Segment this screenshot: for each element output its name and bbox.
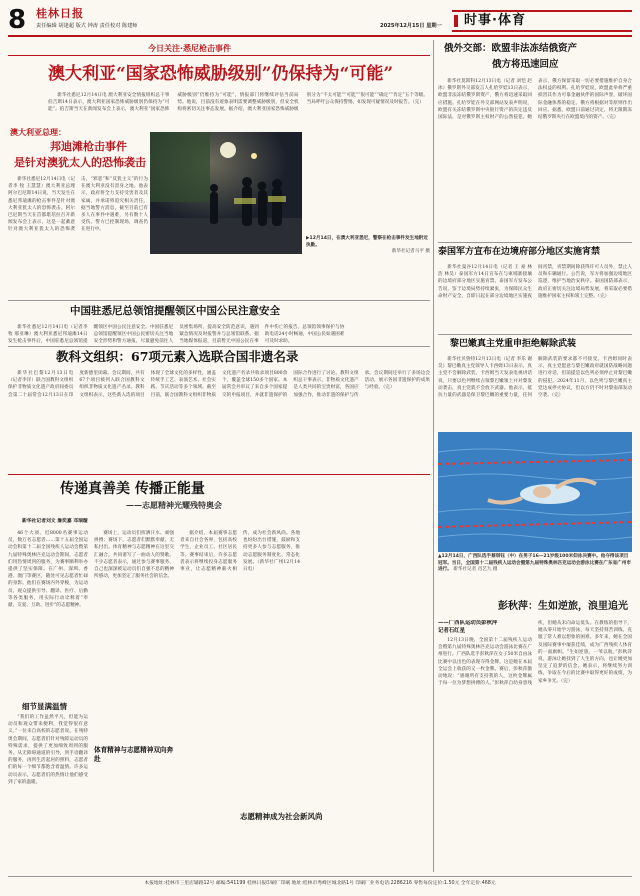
thailand-headline: 泰国军方宣布在边境府部分地区实施宵禁 [438,247,601,257]
volunteer-col-1 [8,530,88,698]
russia-headline-line2: 俄方将迅速回应 [492,59,559,70]
china-story-rule [8,300,430,301]
kicker-bar [8,42,430,56]
sports-story-text: 12月13日晚，全国第十二届残疾人运动会暨第九届特殊奥林匹克运动会游泳比赛在广州进行。广西队选手彭秋萍在女子50米自由泳比赛中以出色的表现夺得金牌。这是她在本届全运会上收获的又一枚金牌。赛后，彭秋萍激动地说：“感谢所有支持我的人，这枚金牌属于每一位为梦想拼搏的人。”彭秋萍自幼身患残疾，但她从未向命运低头。在教练的指导下，她从零开始学习游泳，每天坚持刻苦训练，克服了常人难以想象的困难。多年来，她在全国及国际赛事中屡获佳绩，成为广西残疾人体育的一面旗帜。“生如逆旅，一苇以航。”彭秋萍说，游泳让她找到了人生的方向，也让她更加坚定了追梦的信念。她表示，将继续努力训练，争取在今后的比赛中取得更好的成绩，为家乡争光。（完） [438,621,632,687]
volunteer-subheadline: ——志愿精神光耀残特奥会 [126,500,222,510]
russia-story-text: 新华社莫斯科12月13日电（记者 刘恺 赵冰）俄罗斯外交部发言人扎哈罗娃13日表示，欧盟非法冻结俄罗斯资产，俄方将迅速采取回应措施。扎哈罗娃在外交部网站发表声明说，欧盟有关冻结俄罗斯中央银行资产的决定违反国际法，是对俄罗斯主权财产的公然侵犯。她表示，俄方保留采取一切必要措施维护自身合法权益的权利。扎哈罗娃说，欧盟此举将严重损害其作为可靠金融伙伴的国际声誉，破坏国际金融体系的稳定。俄方将根据对等原则作出回应。据悉，欧盟日前通过决定，将无限期冻结俄罗斯央行在欧盟境内的资产。（完） [438,79,632,121]
lebanon-story [438,338,632,428]
unesco-headline: 教科文组织：67项元素入选联合国非遗名录 [56,349,299,364]
volunteer-story [8,478,430,874]
section-mark [454,15,458,27]
paper-name: 桂林日报 [36,7,84,20]
lebanon-headline: 黎巴嫩真主党重申拒绝解除武装 [450,339,577,349]
sports-byline: 记者石红星 [438,627,465,634]
sports-story [438,600,632,872]
swimming-photo-credit: 新华社记者 肖艺九 摄 [453,567,498,573]
sports-headline: 彭秋萍：生如逆旅，浪里追光 [498,601,628,612]
night-scene-illustration [150,132,302,254]
sports-story-body [438,620,632,870]
volunteer-section3-title: 志愿精神成为社会新风尚 [240,812,323,821]
volunteer-section1-title: 细节显满温情 [22,702,67,711]
sports-sub-kicker: ——广西队运动员彭秋萍 [438,620,498,626]
swimming-caption-box [438,554,632,596]
volunteer-text-b: “我们的工作虽然平凡，但能为运动员和观众带来便利，我觉得很有意义。”一位来自高校的志愿者说。在残特奥会期间，志愿者们针对残障运动员的特殊需求，提供了更加细致周到的服务。从无障碍通道的引导，到手语翻译的服务，再到生活起居的照料，志愿者们的每一个细节都饱含着温情。许多运动员表示，志愿者们的热情让他们感受到了家的温暖。 [8,715,88,785]
page-number: 8 [8,5,27,35]
volunteer-byline: 新华社记者刘文 詹奕嘉 邓瑞璇 [22,519,88,524]
volunteer-col-2 [94,530,174,744]
header-rule [8,35,632,37]
unesco-story-text: 新华社巴黎12月13日电（记者李洋）联合国教科文组织保护非物质文化遗产政府间委员会第二十届常会12月13日在印度新德里闭幕。会议期间，共有67个项目被列入联合国教科文组织非物质文化遗产名录。教科文组织表示，这些新入选的项目体现了全球文化的多样性，涵盖传统手工艺、表演艺术、社会实践、节庆活动等多个领域。截至目前，联合国教科文组织非物质文化遗产名录共收录项目800余个，覆盖全球150多个国家。本届常会共审议了来自多个国家提交的申报项目，并就非遗保护的国际合作进行了讨论。教科文组织总干事表示，非物质文化遗产是人类共同的宝贵财富，各国应加强合作，推动非遗的保护与传承。会议期间还举行了多场边会活动，展示各国非遗保护的成果与经验。（完） [8,371,430,398]
volunteer-section2-title: 体育精神与志愿精神双向奔赴 [94,746,174,763]
editor-line: 责任编辑 胡逢超 版式 钟涛 责任校对 陈建师 [36,23,138,29]
section-name: 时事·体育 [464,13,526,28]
volunteer-headline: 传递真善美 传播正能量 [60,481,205,497]
china-headline: 中国驻悉尼总领馆提醒领区中国公民注意安全 [70,305,280,317]
pm-headline-small: 澳大利亚总理： [10,128,66,137]
page-header [8,6,632,34]
top-story-body [48,92,428,126]
swimming-photo [438,432,632,552]
volunteer-top-rule [8,474,430,475]
unesco-story-body [8,370,430,470]
pm-story-body [8,176,148,304]
top-story-text: 新华社悉尼12月14日电 澳大利亚安全情报组织总干事伯吉斯14日表示，澳大利亚国家恐怖威胁级别仍保持为“可能”。伯吉斯当天在新闻发布会上表示，澳大利亚“国家恐怖威胁级别”仍维持为“可能”，情报部门将继续评估当前局势。他说，目前没有迹象表明需要调整威胁级别，但安全机构将密切关注事态发展。据介绍，澳大利亚国家恐怖威胁级别分为“不太可能”“可能”“很可能”“确定”“肯定”五个等级。当局呼吁公众保持警惕，如发现可疑情况及时报告。（完） [48,93,428,113]
china-story-text: 新华社悉尼12月14日电（记者李牧 郝亚琳）澳大利亚悉尼邦迪滩14日发生枪击事件后，中国驻悉尼总领馆提醒领区中国公民注意安全。中国驻悉尼总领馆提醒领区中国公民密切关注当地安全形势和警方通报，尽量避免前往人员密集场所，提高安全防范意识，遇到紧急情况及时报警并与总领馆联系。据当地媒体报道，目前暂无中国公民在事件中伤亡的报告。总领馆领事保护与协助电话24小时畅通，中国公民如遇困难可及时求助。 [8,325,345,345]
pm-story-text: 新华社悉尼12月14日电（记者李 牧 王慧慧）澳大利亚总理阿尔巴尼斯14日说，当天发生在悉尼邦迪滩的枪击事件是针对澳大利亚犹太人的恐怖袭击。阿尔巴尼斯当天在首都堪培拉召开新闻发布会上表示，这是一起蓄意针对澳大利亚犹太人的恐怖袭击，“邪恶”和“反犹主义”的行为在澳大利亚没有容身之地。他表示，政府将全力支持受害者及其家属，并承诺将追究相关责任。据当地警方消息，截至目前已有多人在事件中遇难，另有数十人受伤。警方已控制现场，调查仍在进行中。 [8,177,148,233]
pm-photo-caption: ▶12月14日，在澳大利亚悉尼，警察在枪击事件发生地附近执勤。 [306,236,428,248]
lebanon-story-text: 新华社贝鲁特12月13日电（记者 李乐 谢昊）黎巴嫩真主党领导人卡西姆13日表示，真主党不会解除武装。卡西姆当天发表电视讲话说，只要以色列继续占领黎巴嫩领土并对黎发动袭击，真主党就不会放下武器。他表示，抵抗力量的武器是保卫黎巴嫩的重要力量，任何解除武装的要求都不可接受。卡西姆同时表示，真主党愿意与黎巴嫩政府就国防战略问题进行对话，但前提是以色列必须停止对黎巴嫩的侵犯。2024年11月，以色列与黎巴嫩真主党达成停火协议，但以方仍不时对黎南部发动空袭。（完） [438,357,632,399]
pool-illustration [438,432,632,552]
pm-photo-credit: 新华社记者马平 摄 [391,249,430,255]
volunteer-text-a: 46个大项、近8000名赛事运动员，数万名志愿者……第十五届全国运动会和第十二届全国残疾人运动会暨第九届特殊奥林匹克运动会期间，志愿者们用热情周到的服务，为赛事顺利举办提供了坚实保障。在广州、深圳、香港、澳门等赛区，随处可见志愿者忙碌的身影。他们在赛场内外穿梭，为运动员、观众提供引导、翻译、医疗、后勤等各类服务，用实际行动诠释着“奉献、友爱、互助、进步”的志愿精神。 [8,531,88,609]
date-line: 2025年12月15日 星期一 [380,23,442,29]
china-story-body [8,324,430,348]
russia-story-body [438,78,632,238]
thailand-rule [438,242,632,243]
column-divider [433,40,434,872]
unesco-rule [8,346,430,347]
top-headline: 澳大利亚“国家恐怖威胁级别”仍保持为“可能” [48,64,394,84]
russia-headline-line1: 俄外交部：欧盟非法冻结俄资产 [444,43,578,54]
swimming-photo-caption: ▲12月14日，广西队选手蔡琪钰（中）在男子16—21岁级100米仰泳决赛中。他夺得该项目冠军。当日，全国第十二届残疾人运动会暨第九届特殊奥林匹克运动会游泳比赛在广东省广州市进行。 [438,554,631,573]
china-story [8,304,430,346]
pm-headline-line1: 邦迪滩枪击事件 [50,140,127,153]
thailand-story [438,246,632,330]
russia-story [438,40,632,240]
kicker: 今日关注·悉尼枪击事件 [148,44,232,53]
lebanon-story-body [438,356,632,428]
lebanon-rule [438,334,632,335]
footer-text: 本报地址:桂林市三里店辅路12号 邮编:541199 桂林日报印刷厂印刷 地址:桂林市秀峰区城北路1号 印刷厂业务电话:2286216 零售每份定价:1.50元 全年定价:468元 [144,881,496,886]
pm-story [8,128,148,308]
section-bar [452,10,632,32]
pm-photo-caption-box [306,236,430,272]
footer-rule [8,876,632,877]
volunteer-text-c: 赛场上，运动员们挥洒汗水、顽强拼搏；赛场下，志愿者们默默奉献、无私付出。体育精神与志愿精神在这里交汇融合，共同谱写了一曲动人的赞歌。不少志愿者表示，通过参与赛事服务，自己也深深被运动员们自强不息的精神所感动，更加坚定了服务社会的信念。 [94,531,174,580]
volunteer-col-1b [8,714,88,870]
pm-headline-line2: 是针对澳犹太人的恐怖袭击 [14,156,146,169]
unesco-story [8,348,430,472]
thailand-story-text: 新华社曼谷12月14日电（记者 王 豪 林浩 林昊）泰国军方14日宣布在与柬埔寨接壤的边境府部分地区实施宵禁。泰国军方发布公告说，鉴于边境局势持续紧张，为保障民众生命财产安全，自即日起在部分边境地区实施夜间宵禁，宵禁期间除获得许可人员外，禁止人员和车辆通行。公告说，军方将加强边境地区巡逻，维护当地治安秩序。泰国国防部表示，政府正密切关注边境局势发展，将采取必要措施维护国家主权和领土完整。（完） [438,265,632,299]
police-scene-photo [150,132,302,254]
volunteer-text-d: 据介绍，本届赛事志愿者来自社会各界，包括高校学生、企业员工、社区居民等。赛事结束后，许多志愿者表示将继续投身志愿服务事业，让志愿精神薪火相传，成为社会新风尚。各地也纷纷出台措施，鼓励和支持更多人参与志愿服务，推动志愿服务制度化、常态化发展。（新华社广州12月14日电） [180,531,300,573]
thailand-story-body [438,264,632,330]
